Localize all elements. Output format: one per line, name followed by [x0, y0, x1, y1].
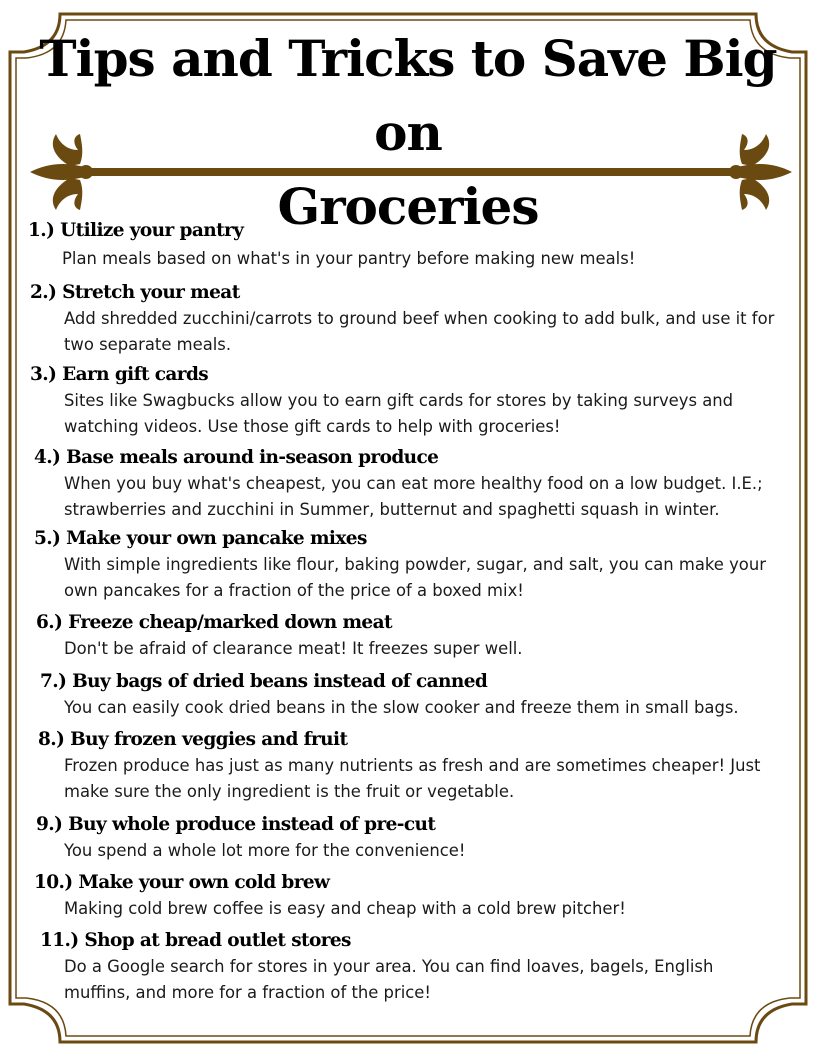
- tip-heading: 10.) Make your own cold brew: [34, 872, 330, 893]
- tip-body: Making cold brew coffee is easy and cheap with a cold brew pitcher!: [64, 899, 626, 918]
- title-line-1: Tips and Tricks to Save Big on: [39, 29, 777, 162]
- tip-body: With simple ingredients like flour, baking powder, sugar, and salt, you can make your own pancakes for a fraction of the price of a boxed mix!: [64, 555, 766, 600]
- tip-heading: 8.) Buy frozen veggies and fruit: [38, 729, 348, 750]
- tip-heading: 4.) Base meals around in-season produce: [34, 447, 439, 468]
- tip-heading: 5.) Make your own pancake mixes: [34, 528, 367, 549]
- tip-heading: 9.) Buy whole produce instead of pre-cut: [36, 814, 436, 835]
- tip-heading: 2.) Stretch your meat: [30, 282, 240, 303]
- tip-body: Don't be afraid of clearance meat! It freezes super well.: [64, 639, 523, 658]
- tip-body: When you buy what's cheapest, you can eat more healthy food on a low budget. I.E.; strawberries and zucchini in Summer, butternut and spaghetti squash in winter.: [64, 474, 763, 519]
- tip-body: Do a Google search for stores in your area. You can find loaves, bagels, English muffins, and more for a fraction of the price!: [64, 957, 714, 1002]
- tip-body: You spend a whole lot more for the convenience!: [64, 841, 466, 860]
- ornamental-divider: [26, 130, 796, 214]
- tip-body: Add shredded zucchini/carrots to ground beef when cooking to add bulk, and use it for two separate meals.: [64, 309, 775, 354]
- tip-heading: 11.) Shop at bread outlet stores: [40, 930, 351, 951]
- tip-body: Plan meals based on what's in your pantry before making new meals!: [62, 249, 636, 268]
- tip-body: Frozen produce has just as many nutrients as fresh and are sometimes cheaper! Just make sure the only ingredient is the fruit or vegetable.: [64, 756, 761, 801]
- tip-body: You can easily cook dried beans in the slow cooker and freeze them in small bags.: [64, 698, 739, 717]
- title-line-2: Groceries: [277, 177, 539, 236]
- tip-heading: 3.) Earn gift cards: [30, 364, 209, 385]
- tip-heading: 6.) Freeze cheap/marked down meat: [36, 612, 392, 633]
- tip-heading: 7.) Buy bags of dried beans instead of canned: [40, 671, 488, 692]
- tip-heading: 1.) Utilize your pantry: [28, 220, 244, 241]
- tip-body: Sites like Swagbucks allow you to earn gift cards for stores by taking surveys and watching videos. Use those gift cards to help with groceries!: [64, 391, 734, 436]
